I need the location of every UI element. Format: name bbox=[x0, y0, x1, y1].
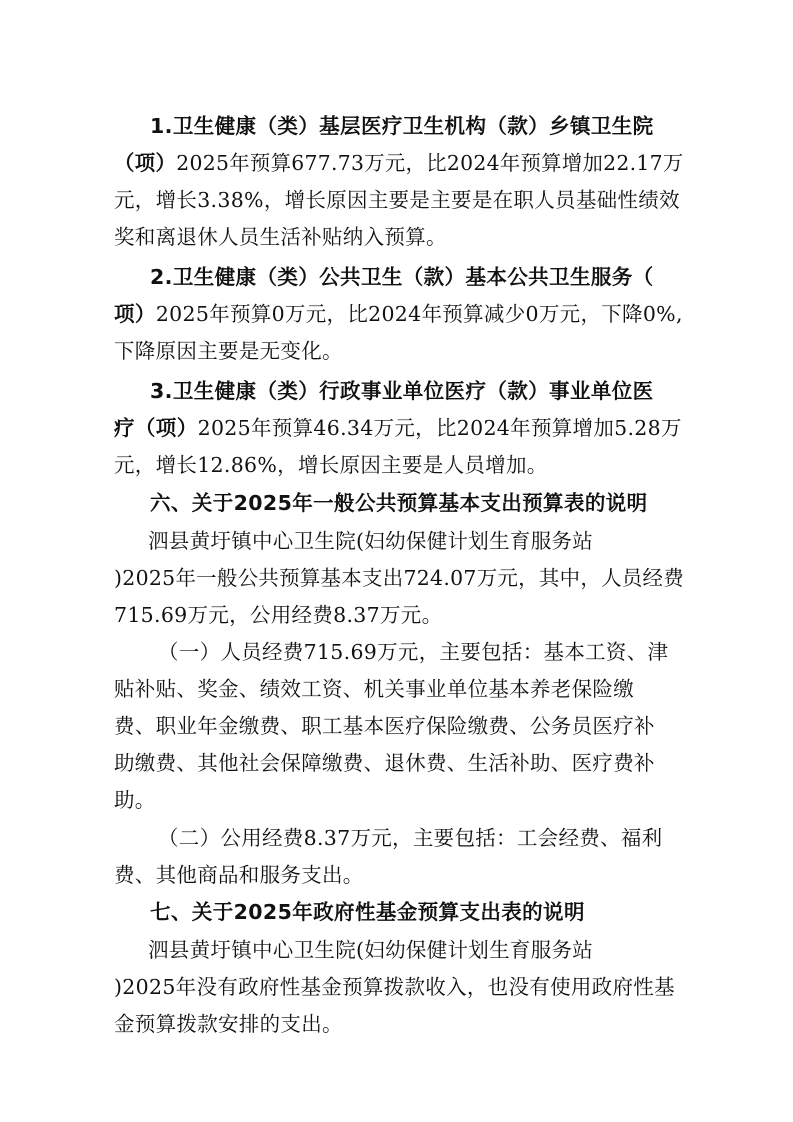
item-2-title bbox=[150, 259, 654, 296]
section-7-para-line-2: )2025年没有政府性基金预算拨款收入，也没有使用政府性基 bbox=[114, 975, 675, 999]
section-7-para-line-1: 泗县黄圩镇中心卫生院(妇幼保健计划生育服务站 bbox=[148, 938, 594, 962]
item-3-line-3: 元，增长12.86%，增长原因主要是人员增加。 bbox=[114, 453, 548, 477]
section-7-heading: 七、关于2025年政府性基金预算支出表的说明 bbox=[150, 900, 585, 924]
item-1-title-text: 1.卫生健康（类）基层医疗卫生机构（款）乡镇卫生院 bbox=[150, 114, 654, 138]
public-cost-line-2: 费、其他商品和服务支出。 bbox=[114, 863, 364, 887]
item-1-title-end: （项） bbox=[114, 151, 177, 175]
item-3-line-2 bbox=[114, 410, 682, 447]
item-3-title bbox=[150, 373, 654, 410]
item-1-line-3: 元，增长3.38%，增长原因主要是主要是在职人员基础性绩效 bbox=[114, 188, 680, 212]
item-3-title-text: 3.卫生健康（类）行政事业单位医疗（款）事业单位医 bbox=[150, 379, 654, 403]
personnel-cost-line-4: 助缴费、其他社会保障缴费、退休费、生活补助、医疗费补 bbox=[114, 751, 655, 775]
item-2-line-3: 下降原因主要是无变化。 bbox=[114, 339, 343, 363]
item-1-title bbox=[150, 108, 654, 145]
item-1-line-4: 奖和离退休人员生活补贴纳入预算。 bbox=[114, 225, 447, 249]
section-6-para-line-3: 715.69万元，公用经费8.37万元。 bbox=[114, 603, 443, 627]
section-6-para-line-2: )2025年一般公共预算基本支出724.07万元，其中，人员经费 bbox=[114, 566, 684, 590]
public-cost-line-1: （二）公用经费8.37万元，主要包括：工会经费、福利 bbox=[158, 826, 663, 850]
personnel-cost-line-2: 贴补贴、奖金、绩效工资、机关事业单位基本养老保险缴 bbox=[114, 677, 634, 701]
item-3-title-end: 疗（项） bbox=[114, 416, 198, 440]
item-1-line-2 bbox=[114, 145, 684, 182]
section-6-para-line-1: 泗县黄圩镇中心卫生院(妇幼保健计划生育服务站 bbox=[148, 529, 594, 553]
item-2-body-text: 2025年预算0万元，比2024年预算减少0万元，下降0%, bbox=[155, 302, 683, 326]
personnel-cost-line-5: 助。 bbox=[114, 788, 156, 812]
personnel-cost-line-3: 费、职业年金缴费、职工基本医疗保险缴费、公务员医疗补 bbox=[114, 714, 655, 738]
item-2-line-2 bbox=[114, 296, 683, 333]
item-3-body-text: 2025年预算46.34万元，比2024年预算增加5.28万 bbox=[197, 416, 682, 440]
item-1-body-text: 2025年预算677.73万元，比2024年预算增加22.17万 bbox=[176, 151, 684, 175]
item-2-title-end: 项） bbox=[114, 302, 156, 326]
item-2-title-text: 2.卫生健康（类）公共卫生（款）基本公共卫生服务（ bbox=[150, 265, 654, 289]
personnel-cost-line-1: （一）人员经费715.69万元，主要包括：基本工资、津 bbox=[158, 640, 669, 664]
section-6-heading: 六、关于2025年一般公共预算基本支出预算表的说明 bbox=[150, 491, 648, 515]
section-7-para-line-3: 金预算拨款安排的支出。 bbox=[114, 1012, 343, 1036]
